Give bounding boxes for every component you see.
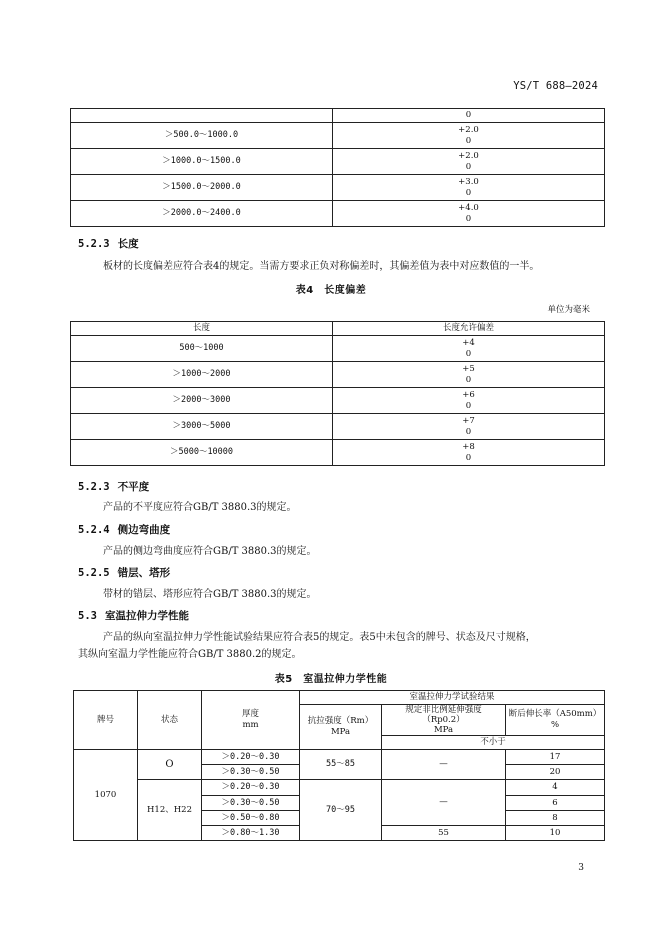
yield-cell: 55	[382, 826, 506, 841]
header-elongation: 断后伸长率（A50mm） %	[506, 705, 605, 736]
tolerance-cell: +4 0	[333, 336, 605, 362]
paragraph-length: 板材的长度偏差应符合表4的规定。当需方要求正负对称偏差时，其偏差值为表中对应数值的一半。	[103, 261, 540, 272]
elongation-cell: 10	[506, 826, 605, 841]
thickness-cell: ＞0.20～0.30	[202, 750, 300, 765]
paragraph-camber: 产品的侧边弯曲度应符合GB/T 3880.3的规定。	[103, 546, 317, 557]
thickness-cell: ＞0.30～0.50	[202, 765, 300, 780]
thickness-cell: ＞0.80～1.30	[202, 826, 300, 841]
paragraph-tensile-1: 产品的纵向室温拉伸力学性能试验结果应符合表5的规定。表5中未包含的牌号、状态及尺寸规格，	[103, 632, 536, 643]
header-yield-strength: 规定非比例延伸强度 （Rp0.2） MPa	[382, 705, 506, 736]
tensile-cell: 55～85	[300, 750, 382, 780]
section-heading-5-2-5: 5.2.5 错层、塔形	[78, 567, 171, 579]
length-cell: ＞2000.0～2400.0	[71, 201, 333, 227]
table-row	[71, 388, 605, 414]
thickness-cell: ＞0.30～0.50	[202, 796, 300, 811]
table4-length-tolerance	[70, 321, 605, 466]
length-cell: ＞5000～10000	[71, 440, 333, 466]
header-temper: 状态	[138, 691, 202, 750]
table-row	[71, 201, 605, 227]
elongation-cell: 4	[506, 780, 605, 796]
tolerance-cell: +2.0 0	[333, 149, 605, 175]
tolerance-cell: +5 0	[333, 362, 605, 388]
length-cell: ＞2000～3000	[71, 388, 333, 414]
length-cell	[71, 109, 333, 123]
tensile-cell: 70～95	[300, 780, 382, 841]
yield-cell: —	[382, 750, 506, 780]
elongation-cell: 8	[506, 811, 605, 826]
header-thickness: 厚度 mm	[202, 691, 300, 750]
length-cell: ＞1000～2000	[71, 362, 333, 388]
paragraph-flatness: 产品的不平度应符合GB/T 3880.3的规定。	[103, 502, 297, 513]
table-row	[71, 109, 605, 123]
page-number: 3	[578, 863, 584, 873]
table-row	[71, 362, 605, 388]
header-grade: 牌号	[74, 691, 138, 750]
table5-caption: 表5 室温拉伸力学性能	[274, 674, 388, 685]
table4-caption: 表4 长度偏差	[295, 285, 367, 296]
length-cell: ＞500.0～1000.0	[71, 123, 333, 149]
table-row	[71, 440, 605, 466]
thickness-cell: ＞0.20～0.30	[202, 780, 300, 796]
section-heading-5-2-3-flatness: 5.2.3 不平度	[78, 481, 150, 493]
table-row	[71, 175, 605, 201]
elongation-cell: 20	[506, 765, 605, 780]
grade-cell: 1070	[74, 750, 138, 841]
section-heading-5-2-4: 5.2.4 侧边弯曲度	[78, 524, 171, 536]
table-row	[74, 780, 605, 796]
tolerance-cell: 0	[333, 109, 605, 123]
header-min: 不小于	[382, 736, 605, 750]
tolerance-cell: +2.0 0	[333, 123, 605, 149]
thickness-cell: ＞0.50～0.80	[202, 811, 300, 826]
document-code: YS/T 688—2024	[513, 80, 598, 92]
table-row	[71, 414, 605, 440]
paragraph-telescoping: 带材的错层、塔形应符合GB/T 3880.3的规定。	[103, 589, 317, 600]
header-tolerance: 长度允许偏差	[333, 322, 605, 336]
section-heading-5-3: 5.3 室温拉伸力学性能	[78, 610, 189, 622]
table-length-tolerance-continued	[70, 108, 605, 227]
yield-cell: —	[382, 780, 506, 826]
tolerance-cell: +4.0 0	[333, 201, 605, 227]
table-header-row	[71, 322, 605, 336]
unit-label: 单位为毫米	[547, 305, 590, 315]
length-cell: ＞1000.0～1500.0	[71, 149, 333, 175]
elongation-cell: 6	[506, 796, 605, 811]
length-cell: ＞1500.0～2000.0	[71, 175, 333, 201]
header-length: 长度	[71, 322, 333, 336]
elongation-cell: 17	[506, 750, 605, 765]
table-row	[71, 123, 605, 149]
header-tensile-strength: 抗拉强度（Rm） MPa	[300, 705, 382, 750]
tolerance-cell: +6 0	[333, 388, 605, 414]
section-heading-5-2-3-length: 5.2.3 长度	[78, 238, 139, 250]
temper-cell: H12、H22	[138, 780, 202, 841]
table5-tensile-properties	[73, 690, 605, 841]
header-tensile-group: 室温拉伸力学试验结果	[300, 691, 605, 705]
table-row	[71, 149, 605, 175]
table-row	[71, 336, 605, 362]
tolerance-cell: +3.0 0	[333, 175, 605, 201]
tolerance-cell: +7 0	[333, 414, 605, 440]
temper-cell: O	[138, 750, 202, 780]
table-row	[74, 750, 605, 765]
length-cell: ＞3000～5000	[71, 414, 333, 440]
tolerance-cell: +8 0	[333, 440, 605, 466]
length-cell: 500～1000	[71, 336, 333, 362]
paragraph-tensile-2: 其纵向室温力学性能应符合GB/T 3880.2的规定。	[78, 649, 302, 660]
